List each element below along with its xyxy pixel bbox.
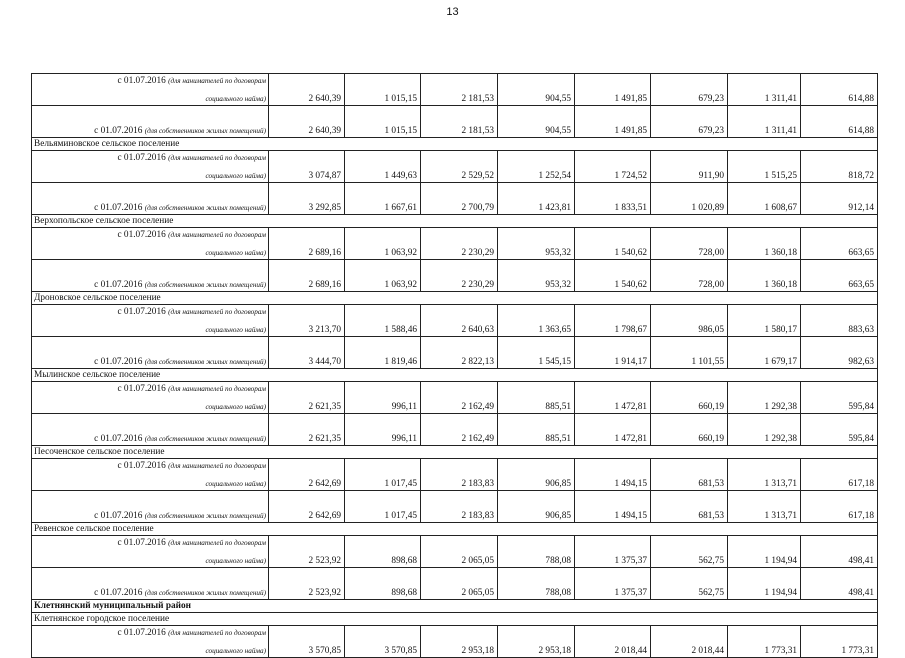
tariff-value: 1 545,15 bbox=[498, 337, 575, 369]
label-note: (для собственников жилых помещений) bbox=[144, 589, 266, 597]
tariff-row-owners bbox=[32, 183, 878, 215]
label-note: (для собственников жилых помещений) bbox=[144, 512, 266, 520]
tariff-value: 1 588,46 bbox=[345, 305, 421, 337]
tariff-value: 498,41 bbox=[801, 536, 878, 568]
label-note: (для нанимателей по договорам bbox=[168, 308, 266, 316]
tariff-value: 663,65 bbox=[801, 228, 878, 260]
tariff-value: 595,84 bbox=[801, 414, 878, 446]
tariff-value: 679,23 bbox=[651, 74, 728, 106]
tariff-value: 1 015,15 bbox=[345, 106, 421, 138]
tariff-value: 2 621,35 bbox=[269, 382, 345, 414]
tariff-value: 1 491,85 bbox=[575, 74, 651, 106]
tariff-value: 904,55 bbox=[498, 106, 575, 138]
tariff-value: 2 183,83 bbox=[421, 491, 498, 523]
tariff-row-tenants bbox=[32, 151, 878, 183]
label-note: (для нанимателей по договорам bbox=[168, 385, 266, 393]
tariff-value: 1 515,25 bbox=[728, 151, 801, 183]
tariff-value: 614,88 bbox=[801, 74, 878, 106]
tariff-value: 1 311,41 bbox=[728, 74, 801, 106]
tariff-value: 2 162,49 bbox=[421, 414, 498, 446]
tariff-value: 663,65 bbox=[801, 260, 878, 292]
tariff-value: 617,18 bbox=[801, 459, 878, 491]
tariff-value: 2 523,92 bbox=[269, 568, 345, 600]
tariff-value: 883,63 bbox=[801, 305, 878, 337]
label-note: (для нанимателей по договорам bbox=[168, 154, 266, 162]
tariff-value: 2 689,16 bbox=[269, 228, 345, 260]
tariff-value: 2 018,44 bbox=[651, 626, 728, 658]
tariff-value: 906,85 bbox=[498, 491, 575, 523]
tariff-value: 1 540,62 bbox=[575, 260, 651, 292]
tariff-value: 2 689,16 bbox=[269, 260, 345, 292]
label-note: социального найма) bbox=[205, 95, 266, 103]
settlement-row bbox=[32, 138, 878, 151]
label-date: с 01.07.2016 bbox=[117, 76, 166, 86]
label-line-1 bbox=[34, 280, 266, 291]
row-label bbox=[32, 337, 269, 369]
row-label bbox=[32, 183, 269, 215]
tariff-value: 1 679,17 bbox=[728, 337, 801, 369]
tariff-value: 788,08 bbox=[498, 568, 575, 600]
tariff-value: 1 773,31 bbox=[801, 626, 878, 658]
tariff-value: 1 017,45 bbox=[345, 491, 421, 523]
label-line-2 bbox=[34, 248, 266, 259]
label-line-2 bbox=[34, 402, 266, 413]
label-date: с 01.07.2016 bbox=[117, 307, 166, 317]
tariff-value: 1 360,18 bbox=[728, 228, 801, 260]
tariff-value: 982,63 bbox=[801, 337, 878, 369]
tariff-value: 2 018,44 bbox=[575, 626, 651, 658]
label-note: социального найма) bbox=[205, 249, 266, 257]
label-line-1 bbox=[34, 76, 266, 87]
label-date: с 01.07.2016 bbox=[117, 230, 166, 240]
tariff-row-tenants bbox=[32, 305, 878, 337]
tariff-value: 2 953,18 bbox=[421, 626, 498, 658]
tariff-value: 1 472,81 bbox=[575, 414, 651, 446]
tariff-value: 904,55 bbox=[498, 74, 575, 106]
label-note: (для собственников жилых помещений) bbox=[144, 435, 266, 443]
tariff-value: 2 822,13 bbox=[421, 337, 498, 369]
tariff-value: 3 213,70 bbox=[269, 305, 345, 337]
label-line-1 bbox=[34, 511, 266, 522]
tariff-row-tenants bbox=[32, 626, 878, 658]
settlement-name: Дроновское сельское поселение bbox=[32, 292, 878, 305]
tariff-value: 953,32 bbox=[498, 260, 575, 292]
tariff-value: 617,18 bbox=[801, 491, 878, 523]
tariff-row-owners bbox=[32, 260, 878, 292]
tariff-value: 1 194,94 bbox=[728, 568, 801, 600]
row-label bbox=[32, 151, 269, 183]
row-label bbox=[32, 382, 269, 414]
label-date: с 01.07.2016 bbox=[94, 511, 143, 521]
tariff-value: 2 181,53 bbox=[421, 74, 498, 106]
label-note: (для собственников жилых помещений) bbox=[144, 204, 266, 212]
tariff-value: 614,88 bbox=[801, 106, 878, 138]
label-note: социального найма) bbox=[205, 480, 266, 488]
tariff-row-tenants bbox=[32, 228, 878, 260]
label-note: (для собственников жилых помещений) bbox=[144, 358, 266, 366]
row-label bbox=[32, 106, 269, 138]
row-label bbox=[32, 414, 269, 446]
tariff-value: 660,19 bbox=[651, 414, 728, 446]
tariff-value: 1 252,54 bbox=[498, 151, 575, 183]
settlement-name: Песоченское сельское поселение bbox=[32, 446, 878, 459]
tariff-value: 1 311,41 bbox=[728, 106, 801, 138]
row-label bbox=[32, 626, 269, 658]
tariff-value: 3 444,70 bbox=[269, 337, 345, 369]
settlement-row bbox=[32, 369, 878, 382]
settlement-name: Вельяминовское сельское поселение bbox=[32, 138, 878, 151]
tariff-value: 2 642,69 bbox=[269, 491, 345, 523]
label-note: социального найма) bbox=[205, 557, 266, 565]
label-line-1 bbox=[34, 384, 266, 395]
settlement-name: Клетнянское городское поселение bbox=[32, 613, 878, 626]
label-note: (для собственников жилых помещений) bbox=[144, 127, 266, 135]
tariff-value: 562,75 bbox=[651, 536, 728, 568]
tariff-value: 1 313,71 bbox=[728, 459, 801, 491]
row-label bbox=[32, 228, 269, 260]
label-line-1 bbox=[34, 126, 266, 137]
tariff-value: 3 074,87 bbox=[269, 151, 345, 183]
tariff-value: 2 065,05 bbox=[421, 536, 498, 568]
tariff-value: 2 621,35 bbox=[269, 414, 345, 446]
tariff-value: 1 375,37 bbox=[575, 536, 651, 568]
tariff-value: 681,53 bbox=[651, 491, 728, 523]
tariff-value: 1 494,15 bbox=[575, 459, 651, 491]
tariff-value: 498,41 bbox=[801, 568, 878, 600]
tariff-value: 2 523,92 bbox=[269, 536, 345, 568]
tariff-value: 885,51 bbox=[498, 414, 575, 446]
tariff-row-owners bbox=[32, 337, 878, 369]
tariff-value: 1 017,45 bbox=[345, 459, 421, 491]
settlement-row bbox=[32, 446, 878, 459]
label-line-1 bbox=[34, 153, 266, 164]
label-date: с 01.07.2016 bbox=[94, 280, 143, 290]
tariff-table bbox=[31, 73, 878, 658]
tariff-value: 1 194,94 bbox=[728, 536, 801, 568]
label-line-1 bbox=[34, 628, 266, 639]
tariff-value: 728,00 bbox=[651, 228, 728, 260]
tariff-value: 2 183,83 bbox=[421, 459, 498, 491]
tariff-value: 1 015,15 bbox=[345, 74, 421, 106]
tariff-value: 1 491,85 bbox=[575, 106, 651, 138]
row-label bbox=[32, 568, 269, 600]
tariff-value: 1 313,71 bbox=[728, 491, 801, 523]
row-label bbox=[32, 491, 269, 523]
tariff-value: 2 181,53 bbox=[421, 106, 498, 138]
label-line-1 bbox=[34, 357, 266, 368]
tariff-value: 1 724,52 bbox=[575, 151, 651, 183]
tariff-value: 2 065,05 bbox=[421, 568, 498, 600]
tariff-value: 953,32 bbox=[498, 228, 575, 260]
tariff-value: 1 292,38 bbox=[728, 382, 801, 414]
label-note: (для нанимателей по договорам bbox=[168, 462, 266, 470]
tariff-value: 1 375,37 bbox=[575, 568, 651, 600]
label-date: с 01.07.2016 bbox=[94, 357, 143, 367]
tariff-value: 2 642,69 bbox=[269, 459, 345, 491]
tariff-value: 1 423,81 bbox=[498, 183, 575, 215]
tariff-value: 1 063,92 bbox=[345, 228, 421, 260]
label-line-2 bbox=[34, 646, 266, 657]
tariff-value: 1 292,38 bbox=[728, 414, 801, 446]
tariff-value: 898,68 bbox=[345, 568, 421, 600]
label-line-1 bbox=[34, 588, 266, 599]
tariff-value: 818,72 bbox=[801, 151, 878, 183]
tariff-value: 2 529,52 bbox=[421, 151, 498, 183]
settlement-name: Верхопольское сельское поселение bbox=[32, 215, 878, 228]
tariff-row-tenants bbox=[32, 459, 878, 491]
tariff-value: 1 819,46 bbox=[345, 337, 421, 369]
tariff-value: 679,23 bbox=[651, 106, 728, 138]
label-line-1 bbox=[34, 461, 266, 472]
tariff-value: 2 230,29 bbox=[421, 228, 498, 260]
label-date: с 01.07.2016 bbox=[117, 628, 166, 638]
tariff-value: 660,19 bbox=[651, 382, 728, 414]
tariff-value: 1 798,67 bbox=[575, 305, 651, 337]
tariff-value: 1 580,17 bbox=[728, 305, 801, 337]
tariff-value: 728,00 bbox=[651, 260, 728, 292]
label-line-2 bbox=[34, 171, 266, 182]
tariff-row-tenants bbox=[32, 74, 878, 106]
tariff-value: 898,68 bbox=[345, 536, 421, 568]
tariff-value: 1 063,92 bbox=[345, 260, 421, 292]
label-note: (для собственников жилых помещений) bbox=[144, 281, 266, 289]
settlement-row bbox=[32, 292, 878, 305]
tariff-value: 996,11 bbox=[345, 414, 421, 446]
row-label bbox=[32, 74, 269, 106]
tariff-value: 2 162,49 bbox=[421, 382, 498, 414]
settlement-row bbox=[32, 523, 878, 536]
label-date: с 01.07.2016 bbox=[94, 588, 143, 598]
tariff-value: 3 292,85 bbox=[269, 183, 345, 215]
tariff-value: 1 472,81 bbox=[575, 382, 651, 414]
tariff-row-owners bbox=[32, 568, 878, 600]
label-date: с 01.07.2016 bbox=[94, 203, 143, 213]
label-line-2 bbox=[34, 556, 266, 567]
tariff-value: 1 833,51 bbox=[575, 183, 651, 215]
label-line-1 bbox=[34, 203, 266, 214]
label-date: с 01.07.2016 bbox=[117, 538, 166, 548]
tariff-value: 1 363,65 bbox=[498, 305, 575, 337]
tariff-value: 595,84 bbox=[801, 382, 878, 414]
tariff-row-tenants bbox=[32, 536, 878, 568]
label-note: (для нанимателей по договорам bbox=[168, 231, 266, 239]
label-line-1 bbox=[34, 434, 266, 445]
row-label bbox=[32, 305, 269, 337]
tariff-value: 906,85 bbox=[498, 459, 575, 491]
tariff-row-owners bbox=[32, 491, 878, 523]
district-name: Клетнянский муниципальный район bbox=[32, 600, 878, 613]
label-note: (для нанимателей по договорам bbox=[168, 77, 266, 85]
label-line-1 bbox=[34, 307, 266, 318]
tariff-row-owners bbox=[32, 106, 878, 138]
label-note: (для нанимателей по договорам bbox=[168, 629, 266, 637]
tariff-value: 3 570,85 bbox=[345, 626, 421, 658]
tariff-value: 1 101,55 bbox=[651, 337, 728, 369]
label-note: социального найма) bbox=[205, 326, 266, 334]
tariff-value: 1 608,67 bbox=[728, 183, 801, 215]
row-label bbox=[32, 459, 269, 491]
tariff-value: 1 540,62 bbox=[575, 228, 651, 260]
tariff-value: 986,05 bbox=[651, 305, 728, 337]
label-note: социального найма) bbox=[205, 172, 266, 180]
row-label bbox=[32, 536, 269, 568]
tariff-value: 2 640,63 bbox=[421, 305, 498, 337]
row-label bbox=[32, 260, 269, 292]
tariff-value: 1 494,15 bbox=[575, 491, 651, 523]
settlement-row bbox=[32, 215, 878, 228]
label-line-2 bbox=[34, 94, 266, 105]
label-date: с 01.07.2016 bbox=[117, 461, 166, 471]
tariff-value: 1 449,63 bbox=[345, 151, 421, 183]
district-row bbox=[32, 600, 878, 613]
tariff-value: 2 640,39 bbox=[269, 106, 345, 138]
tariff-value: 912,14 bbox=[801, 183, 878, 215]
settlement-name: Ревенское сельское поселение bbox=[32, 523, 878, 536]
label-date: с 01.07.2016 bbox=[94, 126, 143, 136]
tariff-value: 1 360,18 bbox=[728, 260, 801, 292]
tariff-value: 1 667,61 bbox=[345, 183, 421, 215]
tariff-value: 2 953,18 bbox=[498, 626, 575, 658]
label-date: с 01.07.2016 bbox=[117, 153, 166, 163]
tariff-value: 996,11 bbox=[345, 382, 421, 414]
label-note: (для нанимателей по договорам bbox=[168, 539, 266, 547]
tariff-value: 562,75 bbox=[651, 568, 728, 600]
tariff-value: 2 700,79 bbox=[421, 183, 498, 215]
label-note: социального найма) bbox=[205, 647, 266, 655]
page-number: 13 bbox=[446, 6, 459, 18]
settlement-row bbox=[32, 613, 878, 626]
label-line-2 bbox=[34, 325, 266, 336]
label-line-2 bbox=[34, 479, 266, 490]
tariff-value: 1 020,89 bbox=[651, 183, 728, 215]
tariff-value: 681,53 bbox=[651, 459, 728, 491]
tariff-value: 2 230,29 bbox=[421, 260, 498, 292]
label-line-1 bbox=[34, 538, 266, 549]
tariff-value: 1 914,17 bbox=[575, 337, 651, 369]
tariff-value: 2 640,39 bbox=[269, 74, 345, 106]
tariff-row-tenants bbox=[32, 382, 878, 414]
tariff-value: 911,90 bbox=[651, 151, 728, 183]
label-date: с 01.07.2016 bbox=[117, 384, 166, 394]
tariff-value: 885,51 bbox=[498, 382, 575, 414]
tariff-value: 1 773,31 bbox=[728, 626, 801, 658]
tariff-row-owners bbox=[32, 414, 878, 446]
tariff-value: 788,08 bbox=[498, 536, 575, 568]
settlement-name: Мылинское сельское поселение bbox=[32, 369, 878, 382]
label-note: социального найма) bbox=[205, 403, 266, 411]
label-line-1 bbox=[34, 230, 266, 241]
tariff-value: 3 570,85 bbox=[269, 626, 345, 658]
label-date: с 01.07.2016 bbox=[94, 434, 143, 444]
